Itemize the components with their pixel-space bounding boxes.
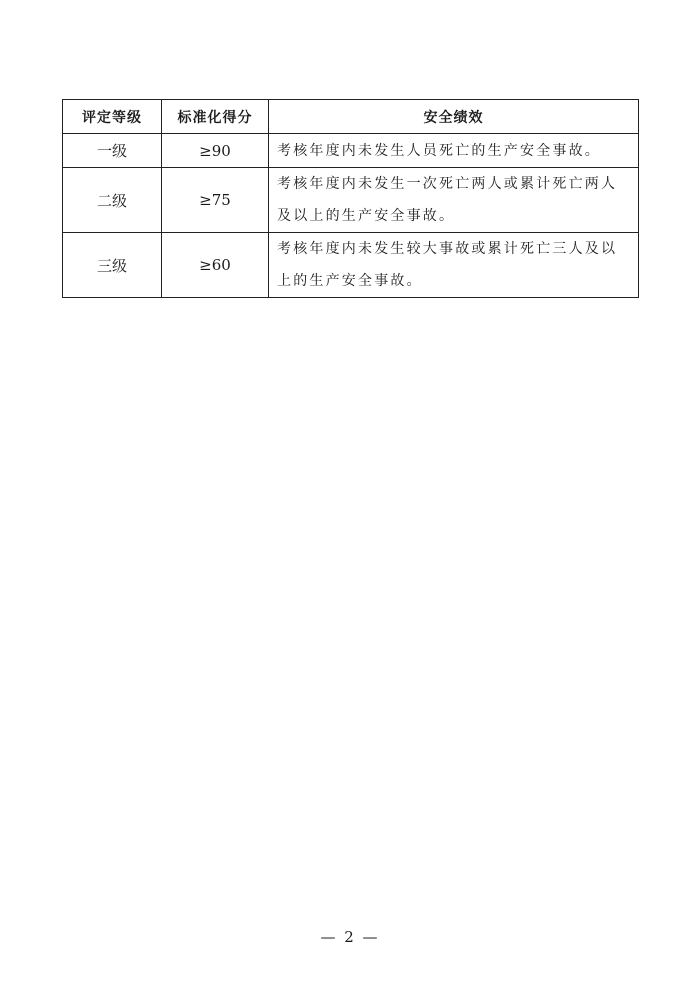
performance-cell: 考核年度内未发生较大事故或累计死亡三人及以上的生产安全事故。	[269, 233, 639, 298]
header-level: 评定等级	[63, 100, 162, 134]
level-cell: 一级	[63, 134, 162, 168]
header-performance: 安全绩效	[269, 100, 639, 134]
level-cell: 三级	[63, 233, 162, 298]
header-score: 标准化得分	[162, 100, 269, 134]
table-row	[63, 233, 639, 298]
table-header-row	[63, 100, 639, 134]
score-cell: ≥90	[162, 134, 269, 168]
score-cell: ≥75	[162, 168, 269, 233]
score-cell: ≥60	[162, 233, 269, 298]
level-cell: 二级	[63, 168, 162, 233]
page-number: — 2 —	[320, 928, 380, 946]
performance-cell: 考核年度内未发生一次死亡两人或累计死亡两人及以上的生产安全事故。	[269, 168, 639, 233]
table-row	[63, 168, 639, 233]
table-row	[63, 134, 639, 168]
performance-cell: 考核年度内未发生人员死亡的生产安全事故。	[269, 134, 639, 168]
grade-criteria-table	[62, 99, 639, 298]
